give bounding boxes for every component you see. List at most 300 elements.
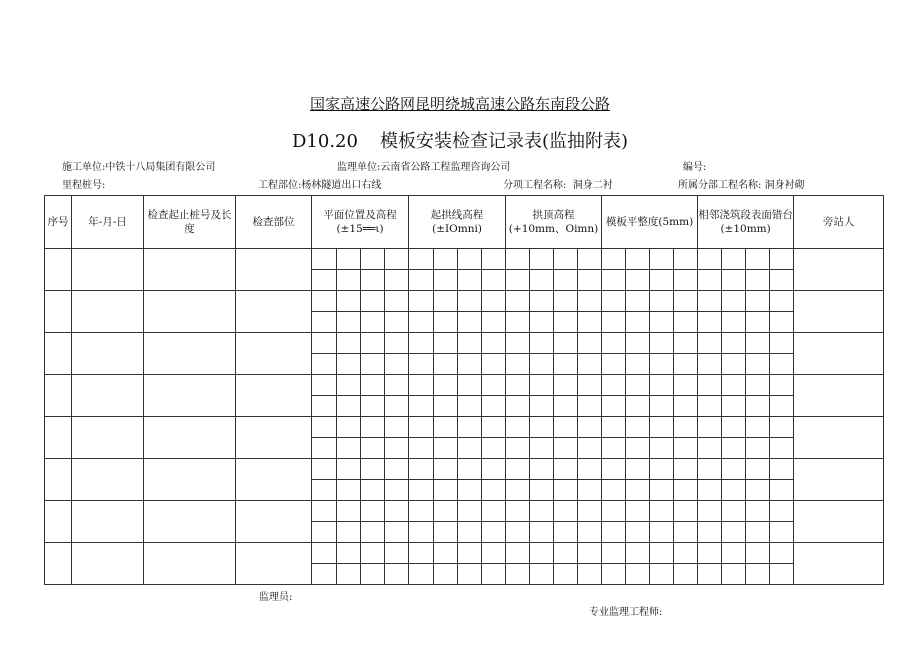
check-cell[interactable] (385, 333, 409, 354)
check-cell[interactable] (626, 375, 650, 396)
check-cell[interactable] (698, 312, 722, 333)
check-cell[interactable] (312, 396, 337, 417)
cell-station[interactable] (144, 501, 236, 543)
check-cell[interactable] (482, 249, 506, 270)
check-cell[interactable] (434, 375, 458, 396)
check-cell[interactable] (770, 480, 794, 501)
check-cell[interactable] (770, 543, 794, 564)
cell-seq[interactable] (45, 333, 72, 375)
check-cell[interactable] (530, 249, 554, 270)
check-cell[interactable] (650, 312, 674, 333)
cell-location[interactable] (236, 543, 312, 585)
check-cell[interactable] (674, 396, 698, 417)
check-cell[interactable] (554, 459, 578, 480)
check-cell[interactable] (312, 270, 337, 291)
check-cell[interactable] (650, 291, 674, 312)
check-cell[interactable] (746, 522, 770, 543)
check-cell[interactable] (650, 543, 674, 564)
cell-date[interactable] (72, 543, 144, 585)
check-cell[interactable] (361, 417, 385, 438)
check-cell[interactable] (578, 291, 602, 312)
check-cell[interactable] (602, 522, 626, 543)
check-cell[interactable] (458, 564, 482, 585)
check-cell[interactable] (530, 396, 554, 417)
check-cell[interactable] (434, 396, 458, 417)
check-cell[interactable] (458, 522, 482, 543)
check-cell[interactable] (458, 375, 482, 396)
check-cell[interactable] (650, 270, 674, 291)
check-cell[interactable] (434, 312, 458, 333)
check-cell[interactable] (674, 459, 698, 480)
check-cell[interactable] (770, 354, 794, 375)
cell-date[interactable] (72, 249, 144, 291)
check-cell[interactable] (554, 270, 578, 291)
check-cell[interactable] (746, 438, 770, 459)
check-cell[interactable] (650, 396, 674, 417)
check-cell[interactable] (409, 522, 434, 543)
cell-inspector[interactable] (794, 249, 884, 291)
check-cell[interactable] (554, 333, 578, 354)
check-cell[interactable] (626, 291, 650, 312)
check-cell[interactable] (458, 291, 482, 312)
check-cell[interactable] (770, 501, 794, 522)
cell-location[interactable] (236, 417, 312, 459)
check-cell[interactable] (458, 543, 482, 564)
check-cell[interactable] (312, 417, 337, 438)
check-cell[interactable] (361, 396, 385, 417)
check-cell[interactable] (506, 564, 530, 585)
cell-station[interactable] (144, 249, 236, 291)
check-cell[interactable] (530, 291, 554, 312)
check-cell[interactable] (530, 270, 554, 291)
check-cell[interactable] (385, 543, 409, 564)
check-cell[interactable] (506, 396, 530, 417)
cell-station[interactable] (144, 459, 236, 501)
cell-seq[interactable] (45, 543, 72, 585)
check-cell[interactable] (530, 417, 554, 438)
check-cell[interactable] (722, 564, 746, 585)
check-cell[interactable] (361, 501, 385, 522)
check-cell[interactable] (650, 354, 674, 375)
check-cell[interactable] (602, 438, 626, 459)
check-cell[interactable] (722, 333, 746, 354)
check-cell[interactable] (602, 501, 626, 522)
check-cell[interactable] (746, 417, 770, 438)
check-cell[interactable] (530, 312, 554, 333)
check-cell[interactable] (337, 333, 361, 354)
cell-inspector[interactable] (794, 543, 884, 585)
check-cell[interactable] (434, 564, 458, 585)
check-cell[interactable] (458, 480, 482, 501)
check-cell[interactable] (770, 312, 794, 333)
check-cell[interactable] (674, 291, 698, 312)
check-cell[interactable] (361, 375, 385, 396)
check-cell[interactable] (746, 375, 770, 396)
check-cell[interactable] (506, 375, 530, 396)
check-cell[interactable] (337, 480, 361, 501)
check-cell[interactable] (482, 333, 506, 354)
cell-location[interactable] (236, 501, 312, 543)
cell-station[interactable] (144, 291, 236, 333)
check-cell[interactable] (506, 417, 530, 438)
check-cell[interactable] (578, 480, 602, 501)
check-cell[interactable] (698, 291, 722, 312)
check-cell[interactable] (409, 396, 434, 417)
check-cell[interactable] (554, 354, 578, 375)
check-cell[interactable] (458, 438, 482, 459)
check-cell[interactable] (482, 459, 506, 480)
check-cell[interactable] (746, 249, 770, 270)
cell-inspector[interactable] (794, 375, 884, 417)
check-cell[interactable] (626, 543, 650, 564)
cell-date[interactable] (72, 417, 144, 459)
check-cell[interactable] (530, 564, 554, 585)
check-cell[interactable] (409, 543, 434, 564)
check-cell[interactable] (385, 480, 409, 501)
check-cell[interactable] (409, 501, 434, 522)
cell-station[interactable] (144, 375, 236, 417)
check-cell[interactable] (361, 333, 385, 354)
check-cell[interactable] (698, 270, 722, 291)
check-cell[interactable] (602, 396, 626, 417)
check-cell[interactable] (674, 375, 698, 396)
check-cell[interactable] (337, 354, 361, 375)
check-cell[interactable] (602, 375, 626, 396)
check-cell[interactable] (602, 543, 626, 564)
check-cell[interactable] (385, 354, 409, 375)
check-cell[interactable] (337, 501, 361, 522)
check-cell[interactable] (578, 417, 602, 438)
check-cell[interactable] (626, 249, 650, 270)
check-cell[interactable] (506, 333, 530, 354)
check-cell[interactable] (506, 270, 530, 291)
check-cell[interactable] (554, 417, 578, 438)
check-cell[interactable] (312, 564, 337, 585)
check-cell[interactable] (746, 543, 770, 564)
check-cell[interactable] (722, 522, 746, 543)
check-cell[interactable] (434, 270, 458, 291)
cell-station[interactable] (144, 333, 236, 375)
check-cell[interactable] (650, 564, 674, 585)
check-cell[interactable] (506, 459, 530, 480)
check-cell[interactable] (626, 396, 650, 417)
check-cell[interactable] (722, 501, 746, 522)
cell-seq[interactable] (45, 375, 72, 417)
check-cell[interactable] (722, 291, 746, 312)
check-cell[interactable] (578, 312, 602, 333)
check-cell[interactable] (482, 270, 506, 291)
cell-date[interactable] (72, 375, 144, 417)
check-cell[interactable] (506, 543, 530, 564)
check-cell[interactable] (458, 459, 482, 480)
check-cell[interactable] (674, 354, 698, 375)
cell-seq[interactable] (45, 459, 72, 501)
check-cell[interactable] (746, 333, 770, 354)
check-cell[interactable] (602, 312, 626, 333)
cell-date[interactable] (72, 459, 144, 501)
check-cell[interactable] (650, 459, 674, 480)
check-cell[interactable] (409, 417, 434, 438)
check-cell[interactable] (530, 354, 554, 375)
cell-date[interactable] (72, 501, 144, 543)
check-cell[interactable] (458, 270, 482, 291)
check-cell[interactable] (409, 354, 434, 375)
check-cell[interactable] (554, 249, 578, 270)
check-cell[interactable] (698, 501, 722, 522)
check-cell[interactable] (337, 438, 361, 459)
check-cell[interactable] (506, 354, 530, 375)
check-cell[interactable] (722, 249, 746, 270)
cell-date[interactable] (72, 291, 144, 333)
check-cell[interactable] (698, 333, 722, 354)
check-cell[interactable] (312, 333, 337, 354)
check-cell[interactable] (602, 480, 626, 501)
check-cell[interactable] (434, 543, 458, 564)
check-cell[interactable] (385, 312, 409, 333)
cell-location[interactable] (236, 249, 312, 291)
check-cell[interactable] (722, 543, 746, 564)
check-cell[interactable] (554, 501, 578, 522)
check-cell[interactable] (770, 291, 794, 312)
check-cell[interactable] (626, 459, 650, 480)
check-cell[interactable] (434, 291, 458, 312)
cell-location[interactable] (236, 375, 312, 417)
check-cell[interactable] (385, 459, 409, 480)
check-cell[interactable] (578, 270, 602, 291)
check-cell[interactable] (482, 522, 506, 543)
check-cell[interactable] (602, 459, 626, 480)
check-cell[interactable] (312, 312, 337, 333)
check-cell[interactable] (409, 459, 434, 480)
check-cell[interactable] (482, 564, 506, 585)
check-cell[interactable] (698, 522, 722, 543)
check-cell[interactable] (434, 480, 458, 501)
check-cell[interactable] (312, 459, 337, 480)
check-cell[interactable] (337, 459, 361, 480)
check-cell[interactable] (385, 270, 409, 291)
check-cell[interactable] (530, 333, 554, 354)
check-cell[interactable] (698, 543, 722, 564)
check-cell[interactable] (385, 417, 409, 438)
check-cell[interactable] (482, 438, 506, 459)
check-cell[interactable] (602, 249, 626, 270)
check-cell[interactable] (361, 291, 385, 312)
check-cell[interactable] (506, 522, 530, 543)
cell-location[interactable] (236, 459, 312, 501)
check-cell[interactable] (554, 291, 578, 312)
check-cell[interactable] (409, 564, 434, 585)
check-cell[interactable] (434, 354, 458, 375)
check-cell[interactable] (482, 396, 506, 417)
check-cell[interactable] (698, 480, 722, 501)
check-cell[interactable] (337, 396, 361, 417)
check-cell[interactable] (722, 480, 746, 501)
check-cell[interactable] (602, 417, 626, 438)
check-cell[interactable] (458, 333, 482, 354)
cell-inspector[interactable] (794, 333, 884, 375)
check-cell[interactable] (674, 333, 698, 354)
cell-station[interactable] (144, 417, 236, 459)
check-cell[interactable] (506, 480, 530, 501)
check-cell[interactable] (698, 459, 722, 480)
check-cell[interactable] (578, 522, 602, 543)
check-cell[interactable] (337, 270, 361, 291)
cell-location[interactable] (236, 333, 312, 375)
check-cell[interactable] (385, 501, 409, 522)
check-cell[interactable] (482, 375, 506, 396)
check-cell[interactable] (746, 564, 770, 585)
check-cell[interactable] (554, 543, 578, 564)
check-cell[interactable] (337, 543, 361, 564)
check-cell[interactable] (554, 312, 578, 333)
check-cell[interactable] (458, 396, 482, 417)
check-cell[interactable] (746, 354, 770, 375)
check-cell[interactable] (602, 333, 626, 354)
check-cell[interactable] (722, 438, 746, 459)
check-cell[interactable] (482, 417, 506, 438)
check-cell[interactable] (361, 438, 385, 459)
check-cell[interactable] (626, 417, 650, 438)
check-cell[interactable] (554, 375, 578, 396)
check-cell[interactable] (698, 438, 722, 459)
check-cell[interactable] (506, 291, 530, 312)
check-cell[interactable] (530, 459, 554, 480)
check-cell[interactable] (506, 438, 530, 459)
check-cell[interactable] (578, 375, 602, 396)
check-cell[interactable] (698, 417, 722, 438)
check-cell[interactable] (578, 396, 602, 417)
check-cell[interactable] (361, 312, 385, 333)
check-cell[interactable] (674, 270, 698, 291)
check-cell[interactable] (337, 375, 361, 396)
check-cell[interactable] (722, 417, 746, 438)
check-cell[interactable] (312, 543, 337, 564)
check-cell[interactable] (674, 522, 698, 543)
check-cell[interactable] (722, 396, 746, 417)
cell-station[interactable] (144, 543, 236, 585)
check-cell[interactable] (746, 270, 770, 291)
check-cell[interactable] (458, 354, 482, 375)
cell-seq[interactable] (45, 501, 72, 543)
check-cell[interactable] (482, 312, 506, 333)
check-cell[interactable] (698, 396, 722, 417)
check-cell[interactable] (674, 417, 698, 438)
check-cell[interactable] (409, 480, 434, 501)
check-cell[interactable] (578, 354, 602, 375)
check-cell[interactable] (530, 375, 554, 396)
check-cell[interactable] (770, 249, 794, 270)
check-cell[interactable] (674, 480, 698, 501)
check-cell[interactable] (458, 249, 482, 270)
cell-seq[interactable] (45, 417, 72, 459)
check-cell[interactable] (337, 522, 361, 543)
check-cell[interactable] (409, 375, 434, 396)
check-cell[interactable] (409, 249, 434, 270)
check-cell[interactable] (722, 375, 746, 396)
check-cell[interactable] (434, 522, 458, 543)
check-cell[interactable] (722, 354, 746, 375)
check-cell[interactable] (312, 354, 337, 375)
check-cell[interactable] (650, 480, 674, 501)
check-cell[interactable] (337, 249, 361, 270)
check-cell[interactable] (337, 312, 361, 333)
check-cell[interactable] (482, 354, 506, 375)
check-cell[interactable] (361, 543, 385, 564)
check-cell[interactable] (746, 312, 770, 333)
check-cell[interactable] (434, 333, 458, 354)
check-cell[interactable] (626, 354, 650, 375)
cell-seq[interactable] (45, 291, 72, 333)
check-cell[interactable] (554, 438, 578, 459)
check-cell[interactable] (434, 417, 458, 438)
cell-inspector[interactable] (794, 501, 884, 543)
check-cell[interactable] (746, 396, 770, 417)
check-cell[interactable] (602, 270, 626, 291)
check-cell[interactable] (312, 291, 337, 312)
check-cell[interactable] (482, 543, 506, 564)
check-cell[interactable] (674, 249, 698, 270)
check-cell[interactable] (312, 522, 337, 543)
check-cell[interactable] (650, 438, 674, 459)
check-cell[interactable] (578, 249, 602, 270)
check-cell[interactable] (458, 417, 482, 438)
cell-inspector[interactable] (794, 291, 884, 333)
check-cell[interactable] (554, 396, 578, 417)
check-cell[interactable] (385, 522, 409, 543)
check-cell[interactable] (409, 312, 434, 333)
check-cell[interactable] (650, 417, 674, 438)
check-cell[interactable] (506, 249, 530, 270)
check-cell[interactable] (650, 522, 674, 543)
cell-inspector[interactable] (794, 459, 884, 501)
check-cell[interactable] (337, 417, 361, 438)
check-cell[interactable] (409, 291, 434, 312)
check-cell[interactable] (770, 270, 794, 291)
check-cell[interactable] (434, 501, 458, 522)
check-cell[interactable] (578, 459, 602, 480)
check-cell[interactable] (312, 249, 337, 270)
check-cell[interactable] (602, 291, 626, 312)
check-cell[interactable] (554, 564, 578, 585)
check-cell[interactable] (434, 438, 458, 459)
check-cell[interactable] (626, 564, 650, 585)
check-cell[interactable] (746, 291, 770, 312)
check-cell[interactable] (626, 312, 650, 333)
check-cell[interactable] (770, 417, 794, 438)
check-cell[interactable] (674, 312, 698, 333)
check-cell[interactable] (409, 270, 434, 291)
check-cell[interactable] (602, 354, 626, 375)
check-cell[interactable] (578, 543, 602, 564)
check-cell[interactable] (578, 438, 602, 459)
check-cell[interactable] (698, 375, 722, 396)
check-cell[interactable] (746, 501, 770, 522)
check-cell[interactable] (530, 438, 554, 459)
check-cell[interactable] (698, 564, 722, 585)
check-cell[interactable] (674, 543, 698, 564)
check-cell[interactable] (554, 522, 578, 543)
check-cell[interactable] (650, 501, 674, 522)
check-cell[interactable] (770, 564, 794, 585)
check-cell[interactable] (746, 459, 770, 480)
check-cell[interactable] (698, 249, 722, 270)
check-cell[interactable] (626, 522, 650, 543)
check-cell[interactable] (385, 291, 409, 312)
check-cell[interactable] (506, 501, 530, 522)
check-cell[interactable] (722, 459, 746, 480)
check-cell[interactable] (626, 333, 650, 354)
check-cell[interactable] (482, 291, 506, 312)
